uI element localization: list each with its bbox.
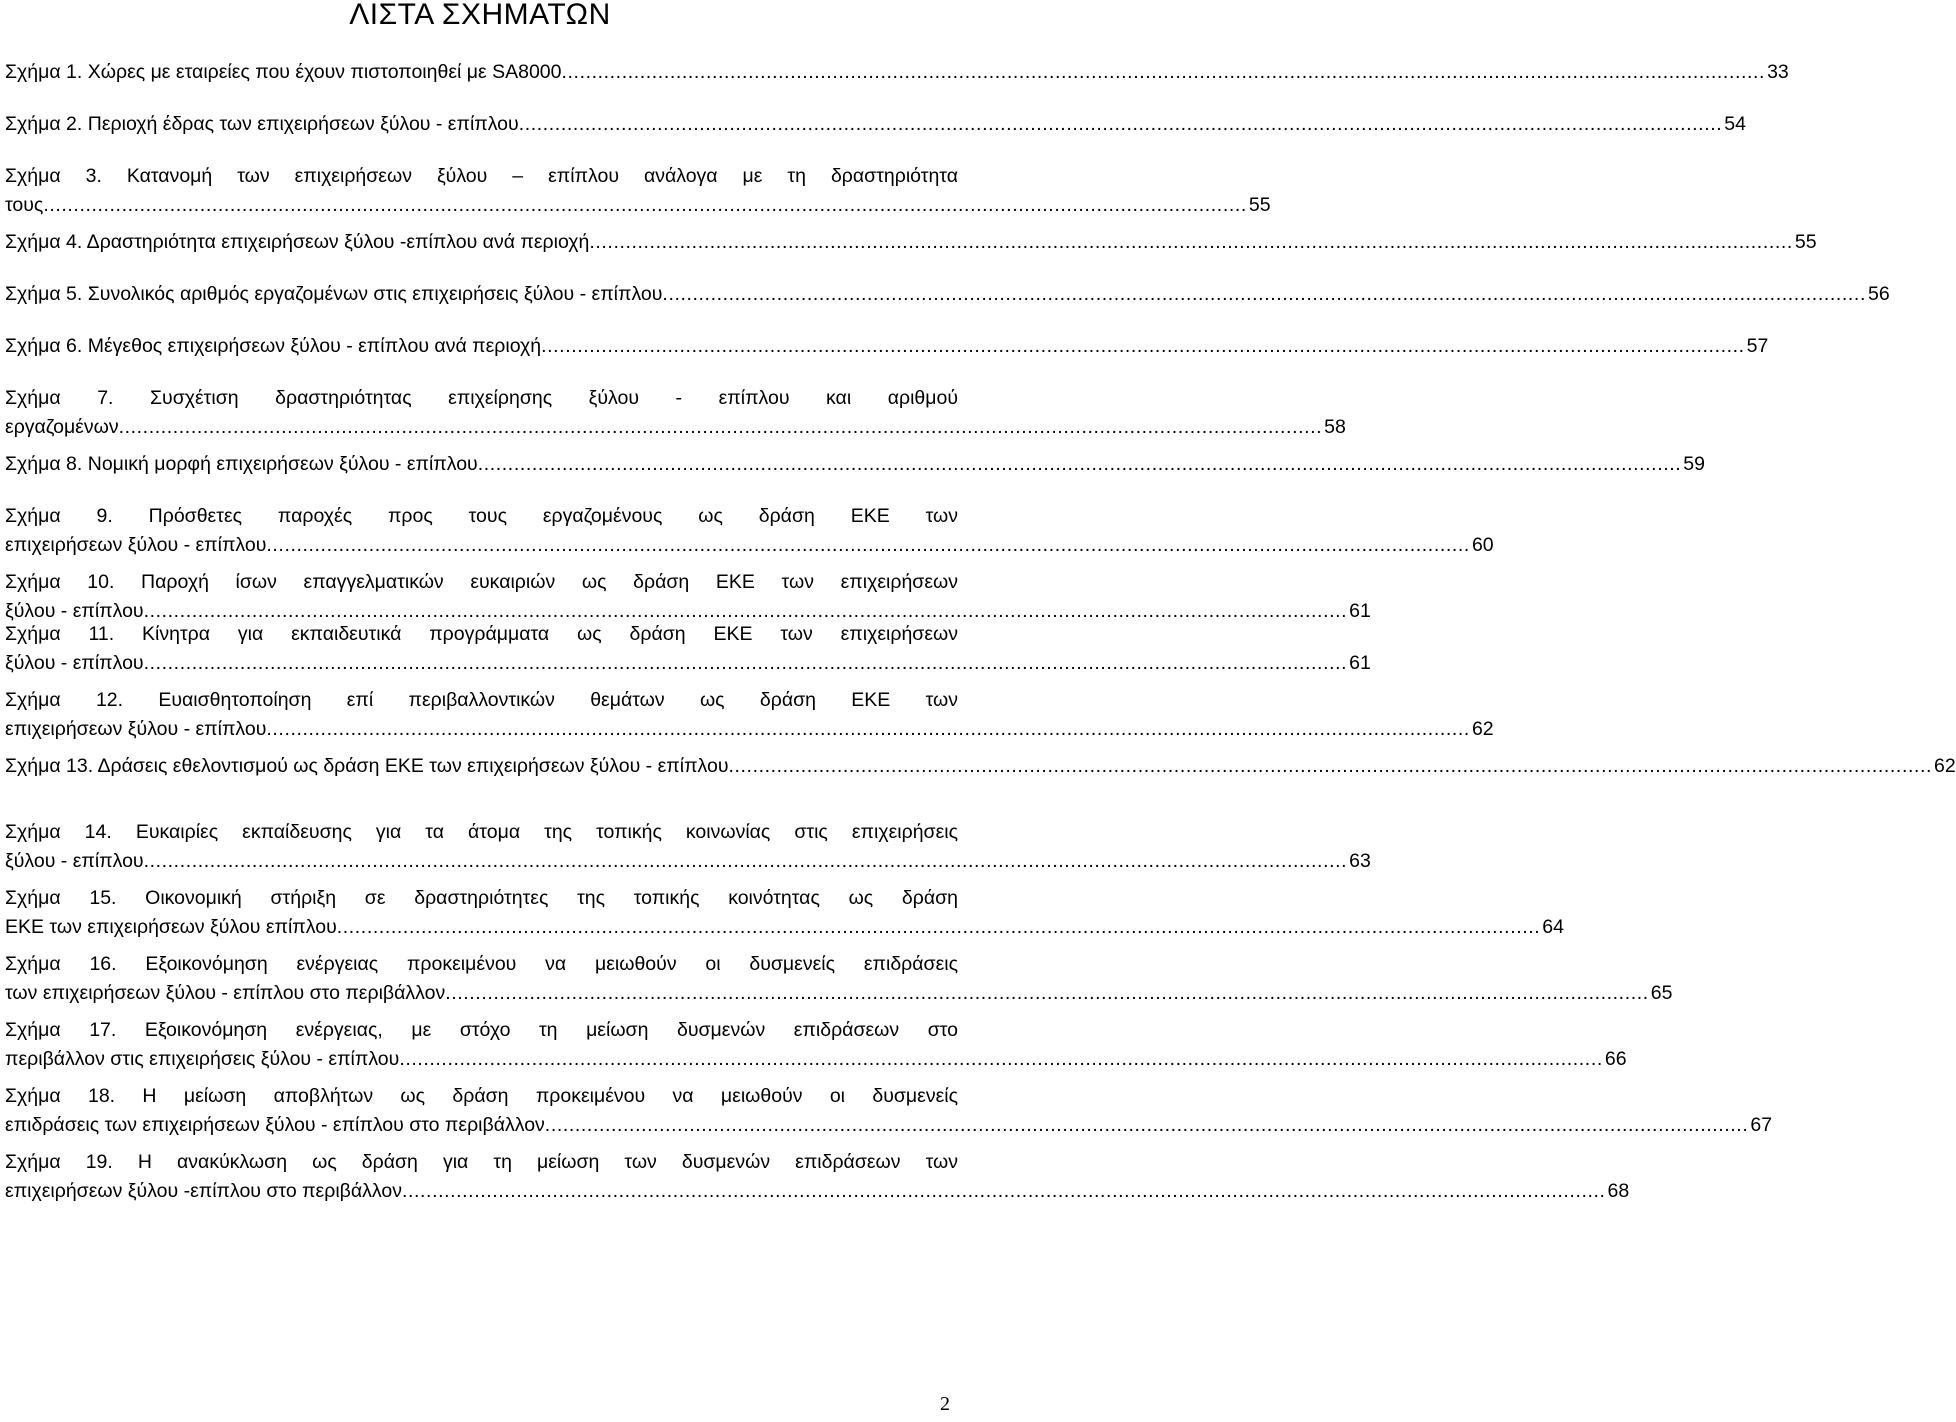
- entry-page-number: 65: [1650, 982, 1673, 1004]
- entry-last-line: [5, 191, 1271, 220]
- figure-entry[interactable]: [5, 1148, 1630, 1206]
- entry-text-line: Σχήμα 19. Η ανακύκλωση ως δράση για τη μείωση των δυσμενών επιδράσεων των: [5, 1151, 958, 1173]
- figure-entry[interactable]: [5, 620, 1371, 678]
- figure-entry[interactable]: [5, 950, 1673, 1008]
- entry-page-number: 62: [1934, 755, 1956, 777]
- entry-page-number: 57: [1746, 335, 1769, 357]
- dot-leader: ........................................................................................................................................................................................................: [143, 652, 1348, 674]
- entry-text-line: Σχήμα 3. Κατανομή των επιχειρήσεων ξύλου – επίπλου ανάλογα με τη δραστηριότητα: [5, 165, 958, 187]
- figure-entry[interactable]: [5, 568, 1371, 626]
- figure-entry[interactable]: [5, 228, 1817, 257]
- entry-last-line: [5, 979, 1673, 1008]
- dot-leader: ........................................................................................................................................................................................................: [544, 1114, 1749, 1136]
- entry-text-line: επιχειρήσεων ξύλου - επίπλου: [5, 534, 267, 556]
- entry-text-line: Σχήμα 1. Χώρες με εταιρείες που έχουν πιστοποιηθεί με SA8000: [5, 61, 562, 83]
- figure-entry[interactable]: [5, 58, 1789, 87]
- entry-text-line: τους: [5, 194, 44, 216]
- dot-leader: ........................................................................................................................................................................................................: [401, 1180, 1606, 1202]
- entry-page-number: 55: [1794, 231, 1817, 253]
- entry-last-line: [5, 649, 1371, 678]
- entry-text-line: Σχήμα 14. Ευκαιρίες εκπαίδευσης για τα άτομα της τοπικής κοινωνίας στις επιχειρήσεις: [5, 821, 958, 843]
- entry-page-number: 54: [1724, 113, 1746, 135]
- entry-page-number: 63: [1349, 850, 1371, 872]
- entry-last-line: [5, 110, 1746, 139]
- entry-text-line: Σχήμα 13. Δράσεις εθελοντισμού ως δράση ΕΚΕ των επιχειρήσεων ξύλου - επίπλου: [5, 755, 729, 777]
- entry-text-line: Σχήμα 15. Οικονομική στήριξη σε δραστηριότητες της τοπικής κοινότητας ως δράση: [5, 887, 958, 909]
- entry-last-line: [5, 228, 1817, 257]
- dot-leader: ........................................................................................................................................................................................................: [336, 916, 1541, 938]
- entry-last-line: [5, 847, 1371, 876]
- entry-last-line: [5, 715, 1494, 744]
- figure-entry[interactable]: [5, 384, 1346, 442]
- dot-leader: ........................................................................................................................................................................................................: [541, 335, 1745, 357]
- entry-text-line: Σχήμα 11. Κίνητρα για εκπαιδευτικά προγράμματα ως δράση ΕΚΕ των επιχειρήσεων: [5, 623, 958, 645]
- entry-text-line: Σχήμα 8. Νομική μορφή επιχειρήσεων ξύλου - επίπλου: [5, 453, 478, 475]
- figure-entry[interactable]: [5, 752, 1956, 781]
- dot-leader: ........................................................................................................................................................................................................: [662, 283, 1866, 305]
- entry-text-line: Σχήμα 10. Παροχή ίσων επαγγελματικών ευκαιριών ως δράση ΕΚΕ των επιχειρήσεων: [5, 571, 958, 593]
- entry-text-line: Σχήμα 18. Η μείωση αποβλήτων ως δράση προκειμένου να μειωθούν οι δυσμενείς: [5, 1085, 958, 1107]
- page-title: ΛΙΣΤΑ ΣΧΗΜΑΤΩΝ: [349, 0, 611, 31]
- entry-text-line: επιχειρήσεων ξύλου - επίπλου: [5, 718, 267, 740]
- entry-last-line: [5, 913, 1564, 942]
- entry-last-line: [5, 531, 1494, 560]
- entry-text-line: Σχήμα 17. Εξοικονόμηση ενέργειας, με στόχο τη μείωση δυσμενών επιδράσεων στο: [5, 1019, 958, 1041]
- figure-entry[interactable]: [5, 450, 1705, 479]
- figure-entry[interactable]: [5, 332, 1769, 361]
- entry-text-line: επιχειρήσεων ξύλου -επίπλου στο περιβάλλον: [5, 1180, 402, 1202]
- dot-leader: ........................................................................................................................................................................................................: [728, 755, 1933, 777]
- dot-leader: ........................................................................................................................................................................................................: [43, 194, 1247, 216]
- dot-leader: ........................................................................................................................................................................................................: [589, 231, 1793, 253]
- entry-text-line: ξύλου - επίπλου: [5, 600, 144, 622]
- entry-page-number: 64: [1542, 916, 1564, 938]
- entry-last-line: [5, 1111, 1773, 1140]
- entry-page-number: 62: [1471, 718, 1494, 740]
- entry-text-line: Σχήμα 6. Μέγεθος επιχειρήσεων ξύλου - επίπλου ανά περιοχή: [5, 335, 542, 357]
- entry-text-line: Σχήμα 4. Δραστηριότητα επιχειρήσεων ξύλου -επίπλου ανά περιοχή: [5, 231, 590, 253]
- entry-text-line: Σχήμα 12. Ευαισθητοποίηση επί περιβαλλοντικών θεμάτων ως δράση ΕΚΕ των: [5, 689, 958, 711]
- figure-entry[interactable]: [5, 162, 1271, 220]
- entry-last-line: [5, 58, 1789, 87]
- entry-page-number: 59: [1683, 453, 1705, 475]
- entry-page-number: 61: [1349, 600, 1371, 622]
- entry-last-line: [5, 1045, 1627, 1074]
- entry-page-number: 33: [1767, 61, 1789, 83]
- figure-entry[interactable]: [5, 818, 1371, 876]
- entry-page-number: 67: [1750, 1114, 1773, 1136]
- entry-page-number: 58: [1324, 416, 1346, 438]
- entry-last-line: [5, 450, 1705, 479]
- figure-entry[interactable]: [5, 110, 1746, 139]
- entry-text-line: εργαζομένων: [5, 416, 119, 438]
- dot-leader: ........................................................................................................................................................................................................: [561, 61, 1766, 83]
- entry-last-line: [5, 332, 1769, 361]
- entry-last-line: [5, 280, 1890, 309]
- entry-last-line: [5, 752, 1956, 781]
- figure-entry[interactable]: [5, 686, 1494, 744]
- entry-text-line: Σχήμα 9. Πρόσθετες παροχές προς τους εργαζομένους ως δράση ΕΚΕ των: [5, 505, 958, 527]
- dot-leader: ........................................................................................................................................................................................................: [518, 113, 1723, 135]
- entry-page-number: 60: [1471, 534, 1494, 556]
- dot-leader: ........................................................................................................................................................................................................: [445, 982, 1649, 1004]
- figure-entry[interactable]: [5, 280, 1890, 309]
- figure-entry[interactable]: [5, 502, 1494, 560]
- entry-text-line: Σχήμα 5. Συνολικός αριθμός εργαζομένων στις επιχειρήσεις ξύλου - επίπλου: [5, 283, 663, 305]
- dot-leader: ........................................................................................................................................................................................................: [266, 534, 1470, 556]
- page-number: 2: [940, 1393, 950, 1415]
- figure-entry[interactable]: [5, 884, 1564, 942]
- entry-text-line: επιδράσεις των επιχειρήσεων ξύλου - επίπλου στο περιβάλλον: [5, 1114, 545, 1136]
- entry-last-line: [5, 1177, 1630, 1206]
- entry-text-line: ξύλου - επίπλου: [5, 850, 144, 872]
- entry-text-line: Σχήμα 2. Περιοχή έδρας των επιχειρήσεων ξύλου - επίπλου: [5, 113, 519, 135]
- figure-entry[interactable]: [5, 1016, 1627, 1074]
- entry-text-line: περιβάλλον στις επιχειρήσεις ξύλου - επίπλου: [5, 1048, 400, 1070]
- figure-entry[interactable]: [5, 1082, 1773, 1140]
- entry-text-line: των επιχειρήσεων ξύλου - επίπλου στο περιβάλλον: [5, 982, 446, 1004]
- entry-page-number: 68: [1607, 1180, 1630, 1202]
- dot-leader: ........................................................................................................................................................................................................: [399, 1048, 1603, 1070]
- dot-leader: ........................................................................................................................................................................................................: [143, 600, 1348, 622]
- entry-text-line: ΕΚΕ των επιχειρήσεων ξύλου επίπλου: [5, 916, 337, 938]
- entry-page-number: 55: [1248, 194, 1271, 216]
- entry-text-line: ξύλου - επίπλου: [5, 652, 144, 674]
- dot-leader: ........................................................................................................................................................................................................: [477, 453, 1682, 475]
- entry-last-line: [5, 413, 1346, 442]
- dot-leader: ........................................................................................................................................................................................................: [143, 850, 1348, 872]
- entry-page-number: 61: [1349, 652, 1371, 674]
- dot-leader: ........................................................................................................................................................................................................: [118, 416, 1323, 438]
- entry-text-line: Σχήμα 16. Εξοικονόμηση ενέργειας προκειμένου να μειωθούν οι δυσμενείς επιδράσεις: [5, 953, 958, 975]
- dot-leader: ........................................................................................................................................................................................................: [266, 718, 1470, 740]
- entry-page-number: 56: [1867, 283, 1890, 305]
- entry-page-number: 66: [1604, 1048, 1627, 1070]
- entry-text-line: Σχήμα 7. Συσχέτιση δραστηριότητας επιχείρησης ξύλου - επίπλου και αριθμού: [5, 387, 958, 409]
